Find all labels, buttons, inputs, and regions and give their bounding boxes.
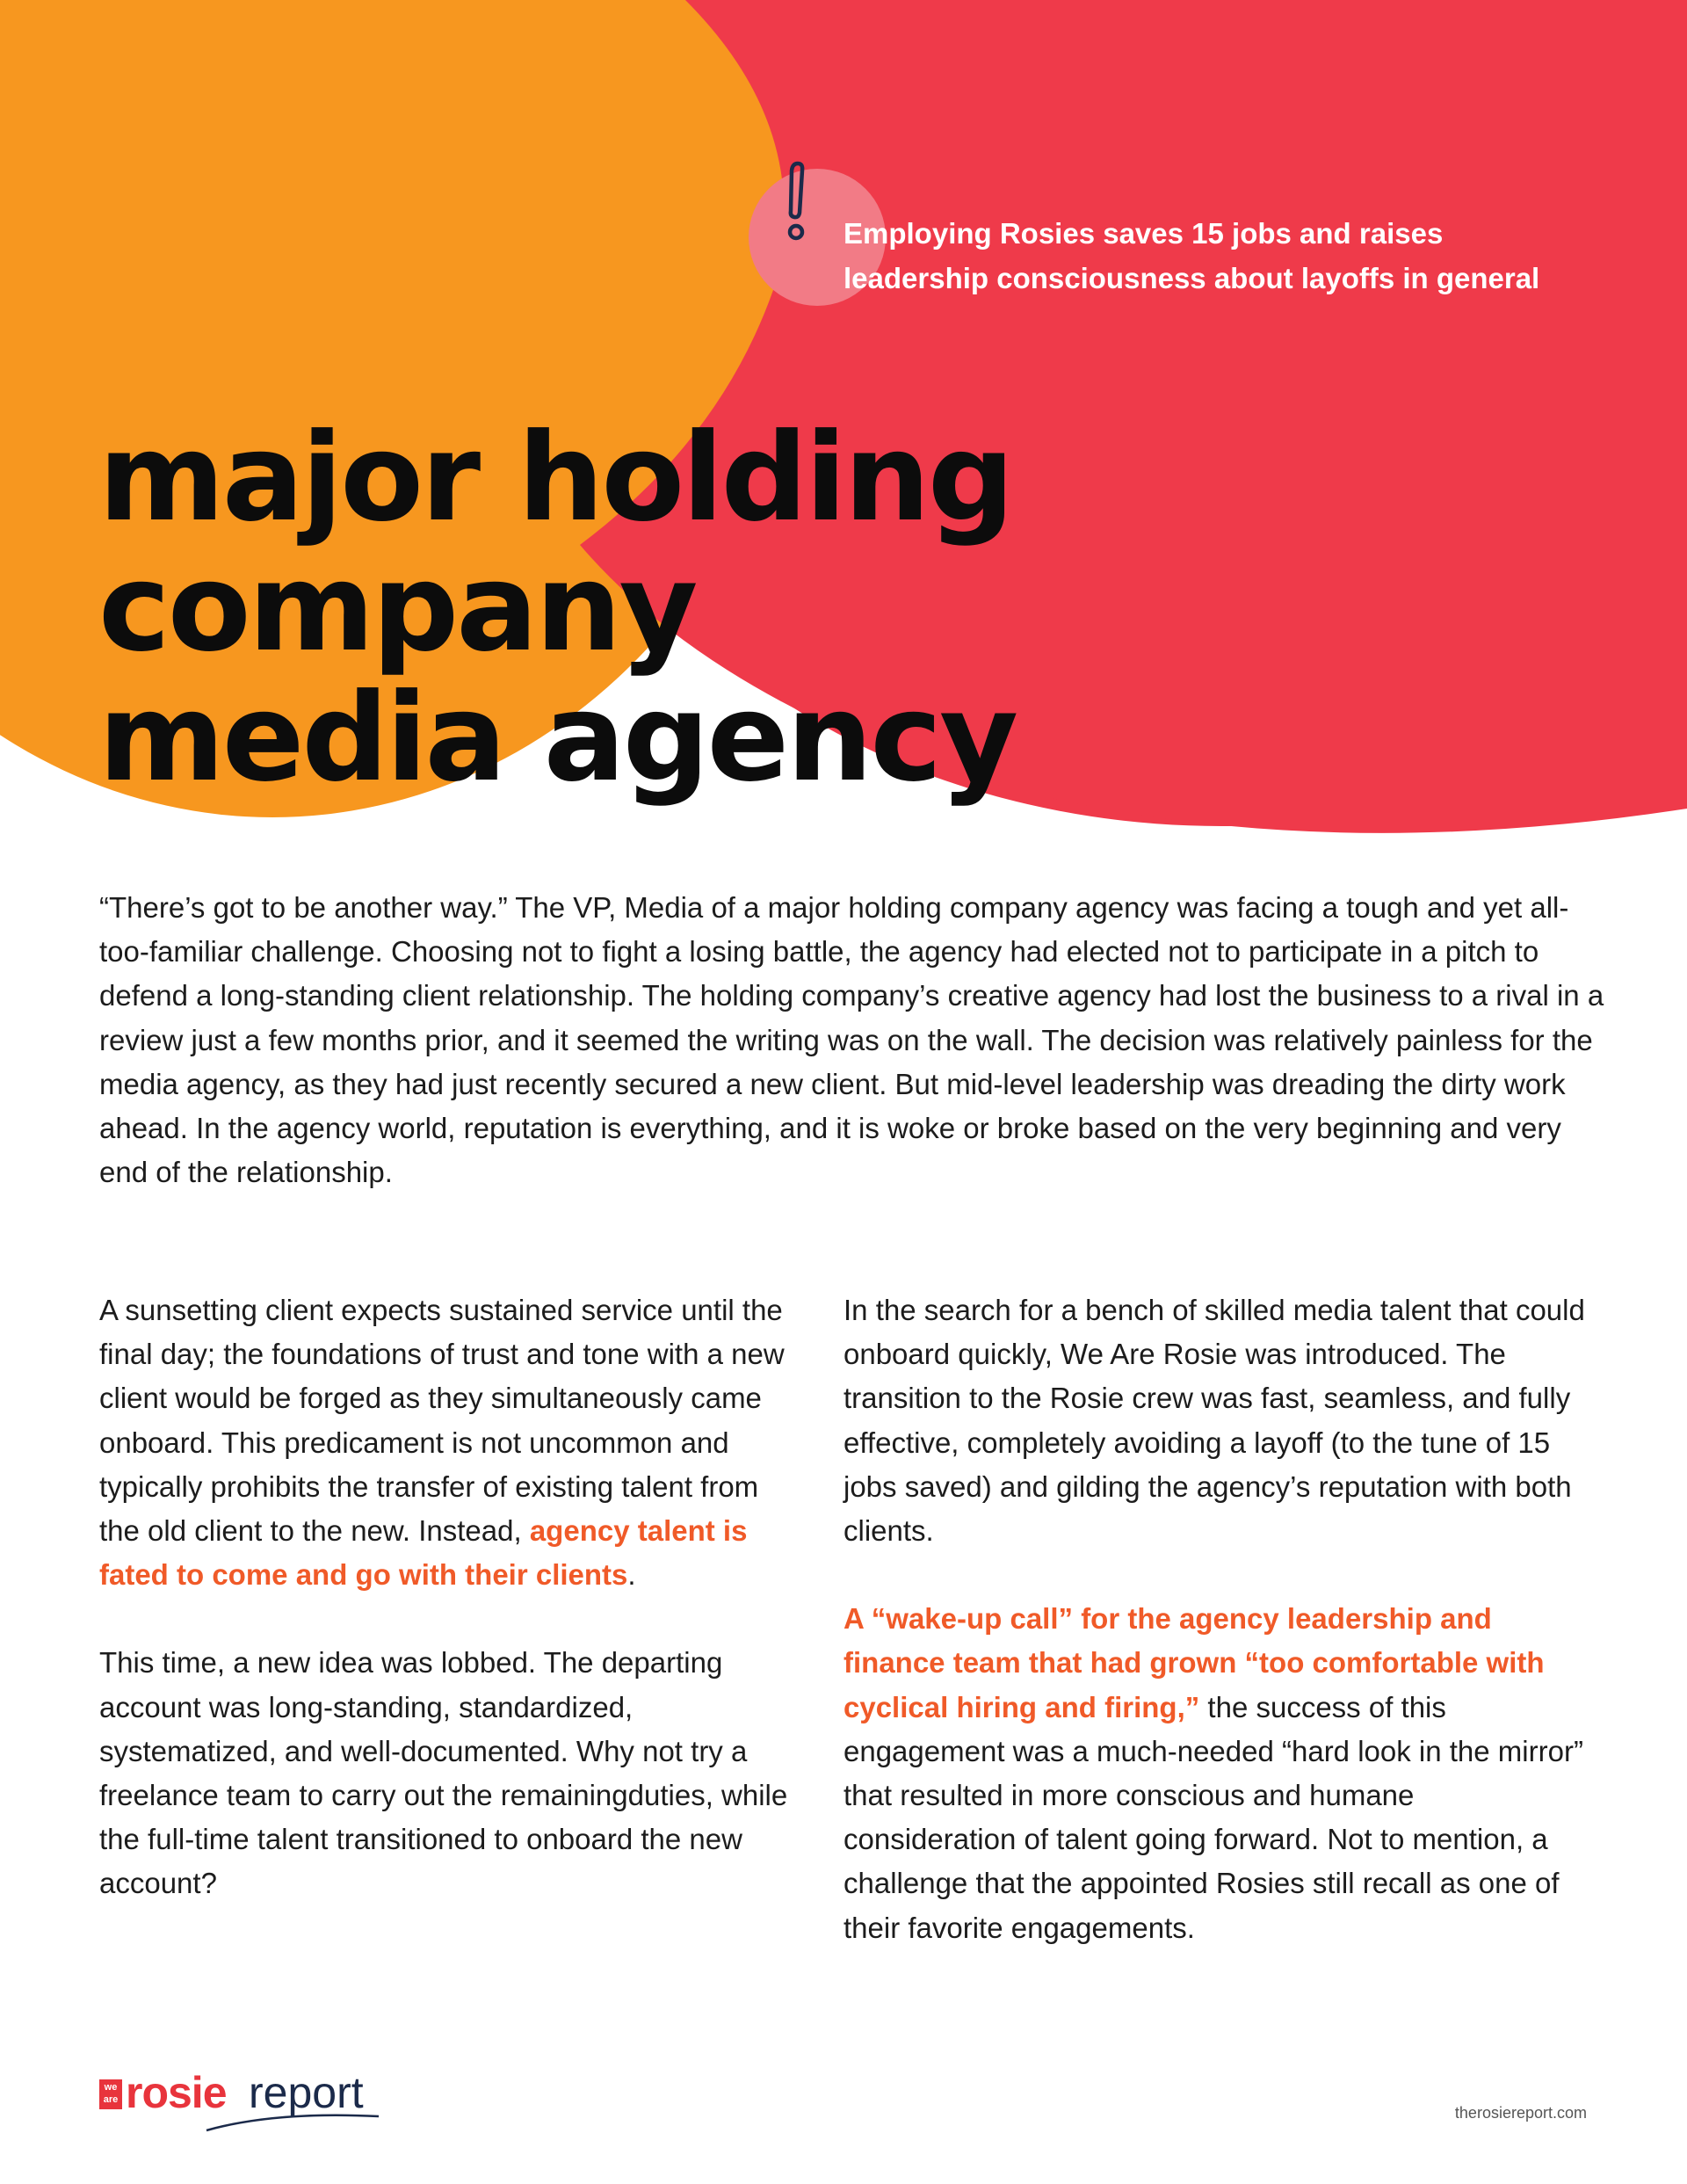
left-p1-text: A sunsetting client expects sustained service until the final day; the foundations of trust and tone with a new client would be forged as they simultaneously came onboard. This predicament is not uncommon and typically prohibits the transfer of existing talent from the old client to the new. Instead, [99, 1294, 785, 1548]
page-title [98, 407, 1017, 809]
callout [844, 211, 1634, 301]
left-p1-highlight: agency talent is fated to come and go with their clients [99, 1514, 748, 1592]
title-line-3: media agency [98, 667, 1017, 809]
logo-rosie-text: rosie [126, 2068, 227, 2117]
right-paragraph-2 [844, 1597, 1590, 1950]
right-p2-text: the success of this engagement was a much-needed “hard look in the mirror” that resulted in more conscious and humane consideration of talent going forward. Not to mention, a challenge that the appointed Rosies still recall as one of their favorite engagements. [844, 1690, 1583, 1944]
logo-badge: we are [99, 2079, 122, 2109]
right-paragraph-1: In the search for a bench of skilled media talent that could onboard quickly, We Are Rosie was introduced. The transition to the Rosie crew was fast, seamless, and fully effective, completely avoiding a layoff (to the tune of 15 jobs saved) and gilding the agency’s reputation with both clients. [844, 1294, 1585, 1548]
intro-paragraph: “There’s got to be another way.” The VP, Media of a major holding company agency was facing a tough and yet all-too-familiar challenge. Choosing not to fight a losing battle, the agency had elected not to participate in a pitch to defend a long-standing client relationship. The holding company’s creative agency had lost the business to a rival in a review just a few months prior, and it seemed the writing was on the wall. The decision was relatively painless for the media agency, as they had just recently secured a new client. But mid-level leadership was dreading the dirty work ahead. In the agency world, reputation is everything, and it is woke or broke based on the very beginning and very end of the relationship. [99, 891, 1604, 1189]
left-paragraph-2: This time, a new idea was lobbed. The departing account was long-standing, standardized, systematized, and well-documented. Why not try a freelance team to carry out the remainingduties, while the full-time talent transitioned to onboard the new account? [99, 1646, 788, 1900]
logo-report-text: report [249, 2068, 364, 2117]
logo-swoosh [205, 2108, 380, 2134]
callout-line-2: leadership consciousness about layoffs in general [844, 262, 1540, 294]
callout-line-1: Employing Rosies saves 15 jobs and raises [844, 217, 1444, 250]
left-p1-end: . [627, 1558, 636, 1592]
right-column [844, 1288, 1590, 1994]
left-column [99, 1288, 802, 1950]
website-link[interactable]: therosiereport.com [1454, 2104, 1587, 2122]
left-paragraph-1 [99, 1288, 802, 1597]
exclamation-icon [747, 158, 835, 246]
title-line-1: major holding [98, 407, 1012, 548]
right-p2-highlight: A “wake-up call” for the agency leadership and finance team that had grown “too comfortable with cyclical hiring and firing,” [844, 1602, 1545, 1723]
title-line-2: company [98, 537, 696, 678]
